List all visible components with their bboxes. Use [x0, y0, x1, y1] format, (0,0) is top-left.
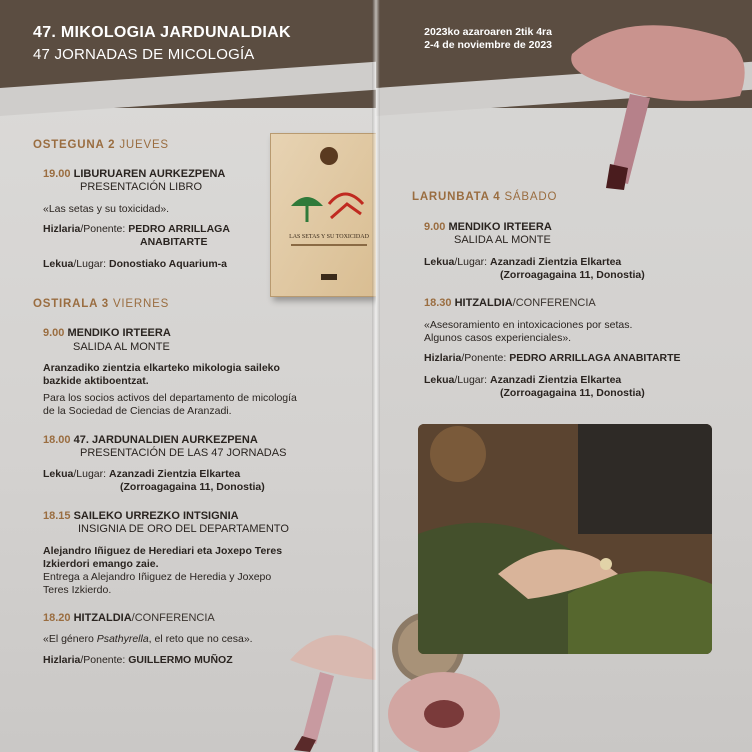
event-thursday-1: 19.00 LIBURUAREN AURKEZPENA: [43, 168, 226, 180]
event-friday-3-desc-eu-2: Izkierdori emango zaie.: [43, 558, 159, 570]
event-saturday-1: 9.00 MENDIKO IRTEERA: [424, 221, 552, 233]
forest-photo: [418, 424, 712, 654]
event-friday-3-desc-eu-1: Alejandro Iñiguez de Herediari eta Joxepo Teres: [43, 545, 283, 557]
event-friday-1-es: SALIDA AL MONTE: [73, 341, 170, 353]
event-saturday-2-place: Lekua/Lugar: Azanzadi Zientzia Elkartea: [424, 374, 622, 386]
event-thursday-1-place: Lekua/Lugar: Donostiako Aquarium-a: [43, 258, 228, 270]
event-saturday-2-speaker: Hizlaria/Ponente: PEDRO ARRILLAGA ANABITARTE: [424, 352, 681, 364]
event-saturday-2: 18.30 HITZALDIA/CONFERENCIA: [424, 297, 596, 309]
event-saturday-1-place-2: (Zorroagagaina 11, Donostia): [500, 269, 645, 281]
event-friday-1: 9.00 MENDIKO IRTEERA: [43, 327, 171, 339]
event-friday-1-desc-es-1: Para los socios activos del departamento de micología: [43, 392, 297, 404]
event-friday-1-desc-eu-2: bazkide aktiboentzat.: [43, 375, 149, 387]
event-friday-3: 18.15 SAILEKO URREZKO INTSIGNIA: [43, 510, 239, 522]
event-friday-2-es: PRESENTACIÓN DE LAS 47 JORNADAS: [80, 447, 287, 459]
book-cover-art: [271, 134, 376, 296]
mushroom-image-top: [566, 14, 752, 194]
title-spanish: 47 JORNADAS DE MICOLOGÍA: [33, 46, 255, 63]
day-friday: OSTIRALA 3 VIERNES: [33, 298, 170, 310]
event-thursday-1-speaker-2: ANABITARTE: [140, 236, 208, 248]
title-basque: 47. MIKOLOGIA JARDUNALDIAK: [33, 24, 291, 41]
event-saturday-2-place-2: (Zorroagagaina 11, Donostia): [500, 387, 645, 399]
forest-photo-art: [418, 424, 712, 654]
event-friday-2: 18.00 47. JARDUNALDIEN AURKEZPENA: [43, 434, 258, 446]
date-spanish: 2-4 de noviembre de 2023: [424, 39, 552, 51]
event-friday-4-quote: «El género Psathyrella, el reto que no cesa».: [43, 633, 253, 645]
mushroom-image-left: [280, 620, 376, 752]
event-friday-1-desc-es-2: de la Sociedad de Ciencias de Aranzadi.: [43, 405, 232, 417]
event-friday-4: 18.20 HITZALDIA/CONFERENCIA: [43, 612, 215, 624]
event-saturday-2-quote-2: Algunos casos experienciales».: [424, 332, 572, 344]
event-saturday-1-es: SALIDA AL MONTE: [454, 234, 551, 246]
event-friday-3-desc-es-1: Entrega a Alejandro Iñiguez de Heredia y Joxepo: [43, 571, 272, 583]
day-saturday: LARUNBATA 4 SÁBADO: [412, 191, 558, 203]
book-cover-image: [270, 133, 376, 297]
event-friday-1-desc-eu-1: Aranzadiko zientzia elkarteko mikologia saileko: [43, 362, 280, 374]
event-thursday-1-speaker: Hizlaria/Ponente: PEDRO ARRILLAGA: [43, 223, 230, 235]
book-title: LAS SETAS Y SU TOXICIDAD: [289, 234, 369, 240]
event-friday-4-speaker: Hizlaria/Ponente: GUILLERMO MUÑOZ: [43, 654, 233, 666]
page-fold: [372, 0, 380, 752]
day-thursday: OSTEGUNA 2 JUEVES: [33, 139, 169, 151]
event-friday-3-es: INSIGNIA DE ORO DEL DEPARTAMENTO: [78, 523, 289, 535]
event-friday-2-place: Lekua/Lugar: Azanzadi Zientzia Elkartea: [43, 468, 241, 480]
event-saturday-2-quote-1: «Asesoramiento en intoxicaciones por setas.: [424, 319, 633, 331]
event-friday-2-place-2: (Zorroagagaina 11, Donostia): [120, 481, 265, 493]
event-thursday-1-quote: «Las setas y su toxicidad».: [43, 203, 170, 215]
event-friday-3-desc-es-2: Teres Izkierdo.: [43, 584, 112, 596]
event-saturday-1-place: Lekua/Lugar: Azanzadi Zientzia Elkartea: [424, 256, 622, 268]
event-thursday-1-es: PRESENTACIÓN LIBRO: [80, 181, 203, 193]
date-basque: 2023ko azaroaren 2tik 4ra: [424, 26, 552, 38]
